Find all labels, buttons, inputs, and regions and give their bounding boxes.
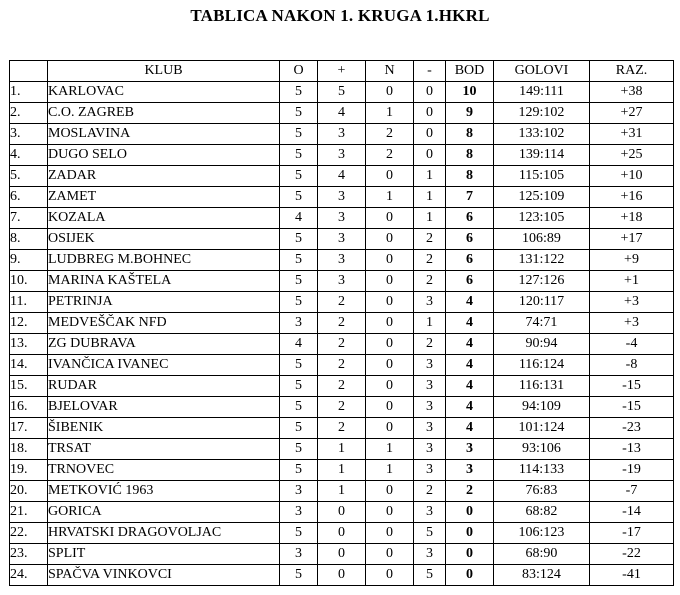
cell-difference: +31 xyxy=(590,124,674,145)
cell-goals: 83:124 xyxy=(494,565,590,586)
cell-points: 6 xyxy=(446,250,494,271)
cell-points: 6 xyxy=(446,208,494,229)
cell-difference: -14 xyxy=(590,502,674,523)
cell-losses: 2 xyxy=(414,229,446,250)
cell-goals: 68:82 xyxy=(494,502,590,523)
cell-draws: 0 xyxy=(366,82,414,103)
cell-position: 12. xyxy=(10,313,48,334)
cell-draws: 0 xyxy=(366,523,414,544)
cell-draws: 1 xyxy=(366,460,414,481)
cell-points: 0 xyxy=(446,544,494,565)
cell-points: 7 xyxy=(446,187,494,208)
cell-position: 18. xyxy=(10,439,48,460)
cell-wins: 0 xyxy=(318,502,366,523)
cell-club: GORICA xyxy=(48,502,280,523)
cell-wins: 0 xyxy=(318,544,366,565)
cell-club: MOSLAVINA xyxy=(48,124,280,145)
cell-club: C.O. ZAGREB xyxy=(48,103,280,124)
cell-difference: -4 xyxy=(590,334,674,355)
cell-losses: 3 xyxy=(414,355,446,376)
cell-draws: 0 xyxy=(366,376,414,397)
cell-played: 5 xyxy=(280,229,318,250)
table-row xyxy=(10,397,674,418)
cell-wins: 3 xyxy=(318,229,366,250)
cell-points: 4 xyxy=(446,418,494,439)
cell-difference: -15 xyxy=(590,397,674,418)
cell-losses: 1 xyxy=(414,208,446,229)
cell-played: 5 xyxy=(280,292,318,313)
cell-points: 4 xyxy=(446,397,494,418)
cell-draws: 2 xyxy=(366,124,414,145)
cell-losses: 2 xyxy=(414,481,446,502)
cell-losses: 5 xyxy=(414,565,446,586)
cell-played: 5 xyxy=(280,565,318,586)
table-row xyxy=(10,292,674,313)
cell-position: 21. xyxy=(10,502,48,523)
cell-goals: 74:71 xyxy=(494,313,590,334)
cell-points: 0 xyxy=(446,502,494,523)
cell-points: 6 xyxy=(446,229,494,250)
cell-position: 15. xyxy=(10,376,48,397)
cell-losses: 2 xyxy=(414,250,446,271)
table-row xyxy=(10,313,674,334)
table-row xyxy=(10,376,674,397)
cell-draws: 0 xyxy=(366,208,414,229)
cell-club: METKOVIĆ 1963 xyxy=(48,481,280,502)
cell-points: 8 xyxy=(446,166,494,187)
header-losses: - xyxy=(414,61,446,82)
cell-losses: 0 xyxy=(414,103,446,124)
cell-played: 5 xyxy=(280,271,318,292)
cell-draws: 1 xyxy=(366,103,414,124)
cell-wins: 5 xyxy=(318,82,366,103)
cell-position: 8. xyxy=(10,229,48,250)
cell-draws: 0 xyxy=(366,355,414,376)
cell-club: IVANČICA IVANEC xyxy=(48,355,280,376)
cell-position: 10. xyxy=(10,271,48,292)
page-title: TABLICA NAKON 1. KRUGA 1.HKRL xyxy=(190,6,490,25)
cell-club: HRVATSKI DRAGOVOLJAC xyxy=(48,523,280,544)
cell-played: 5 xyxy=(280,460,318,481)
cell-difference: -22 xyxy=(590,544,674,565)
cell-draws: 0 xyxy=(366,229,414,250)
cell-club: ZG DUBRAVA xyxy=(48,334,280,355)
cell-draws: 0 xyxy=(366,565,414,586)
cell-position: 3. xyxy=(10,124,48,145)
table-row xyxy=(10,544,674,565)
cell-points: 9 xyxy=(446,103,494,124)
cell-position: 17. xyxy=(10,418,48,439)
cell-goals: 116:131 xyxy=(494,376,590,397)
cell-losses: 1 xyxy=(414,187,446,208)
cell-club: OSIJEK xyxy=(48,229,280,250)
cell-position: 1. xyxy=(10,82,48,103)
cell-played: 4 xyxy=(280,334,318,355)
cell-wins: 1 xyxy=(318,460,366,481)
cell-losses: 3 xyxy=(414,439,446,460)
cell-draws: 0 xyxy=(366,271,414,292)
table-row xyxy=(10,82,674,103)
cell-draws: 0 xyxy=(366,418,414,439)
cell-club: ZAMET xyxy=(48,187,280,208)
cell-draws: 2 xyxy=(366,145,414,166)
table-row xyxy=(10,481,674,502)
cell-wins: 1 xyxy=(318,481,366,502)
cell-wins: 0 xyxy=(318,565,366,586)
cell-played: 5 xyxy=(280,145,318,166)
cell-club: SPAČVA VINKOVCI xyxy=(48,565,280,586)
cell-points: 8 xyxy=(446,145,494,166)
cell-position: 19. xyxy=(10,460,48,481)
table-row xyxy=(10,502,674,523)
cell-difference: -23 xyxy=(590,418,674,439)
cell-draws: 0 xyxy=(366,334,414,355)
cell-difference: +3 xyxy=(590,292,674,313)
cell-goals: 125:109 xyxy=(494,187,590,208)
cell-difference: -17 xyxy=(590,523,674,544)
cell-club: TRNOVEC xyxy=(48,460,280,481)
cell-position: 24. xyxy=(10,565,48,586)
cell-points: 0 xyxy=(446,523,494,544)
cell-draws: 0 xyxy=(366,502,414,523)
cell-club: ŠIBENIK xyxy=(48,418,280,439)
table-row xyxy=(10,523,674,544)
cell-losses: 3 xyxy=(414,376,446,397)
cell-points: 10 xyxy=(446,82,494,103)
cell-goals: 94:109 xyxy=(494,397,590,418)
cell-played: 5 xyxy=(280,124,318,145)
cell-points: 8 xyxy=(446,124,494,145)
table-row xyxy=(10,460,674,481)
cell-difference: +10 xyxy=(590,166,674,187)
standings-table xyxy=(9,60,674,586)
cell-club: ZADAR xyxy=(48,166,280,187)
table-row xyxy=(10,439,674,460)
header-position xyxy=(10,61,48,82)
cell-losses: 3 xyxy=(414,460,446,481)
cell-difference: -19 xyxy=(590,460,674,481)
cell-wins: 2 xyxy=(318,313,366,334)
cell-club: MEDVEŠČAK NFD xyxy=(48,313,280,334)
cell-played: 3 xyxy=(280,481,318,502)
cell-goals: 116:124 xyxy=(494,355,590,376)
cell-club: PETRINJA xyxy=(48,292,280,313)
cell-played: 5 xyxy=(280,397,318,418)
cell-club: DUGO SELO xyxy=(48,145,280,166)
cell-wins: 4 xyxy=(318,166,366,187)
cell-points: 0 xyxy=(446,565,494,586)
cell-points: 4 xyxy=(446,355,494,376)
table-row xyxy=(10,145,674,166)
cell-difference: -8 xyxy=(590,355,674,376)
cell-wins: 0 xyxy=(318,523,366,544)
table-row xyxy=(10,250,674,271)
cell-draws: 0 xyxy=(366,481,414,502)
cell-club: BJELOVAR xyxy=(48,397,280,418)
cell-wins: 3 xyxy=(318,187,366,208)
cell-position: 6. xyxy=(10,187,48,208)
cell-wins: 3 xyxy=(318,208,366,229)
cell-difference: +3 xyxy=(590,313,674,334)
cell-losses: 3 xyxy=(414,292,446,313)
cell-losses: 3 xyxy=(414,544,446,565)
cell-goals: 133:102 xyxy=(494,124,590,145)
cell-difference: -7 xyxy=(590,481,674,502)
cell-wins: 2 xyxy=(318,397,366,418)
cell-played: 5 xyxy=(280,439,318,460)
cell-losses: 2 xyxy=(414,334,446,355)
cell-difference: -13 xyxy=(590,439,674,460)
cell-goals: 101:124 xyxy=(494,418,590,439)
cell-draws: 1 xyxy=(366,439,414,460)
table-row xyxy=(10,355,674,376)
table-row xyxy=(10,334,674,355)
cell-losses: 3 xyxy=(414,397,446,418)
header-goals: GOLOVI xyxy=(494,61,590,82)
cell-played: 3 xyxy=(280,313,318,334)
table-row xyxy=(10,187,674,208)
cell-wins: 2 xyxy=(318,418,366,439)
header-wins: + xyxy=(318,61,366,82)
cell-played: 5 xyxy=(280,103,318,124)
table-row xyxy=(10,229,674,250)
cell-goals: 106:123 xyxy=(494,523,590,544)
cell-goals: 76:83 xyxy=(494,481,590,502)
header-difference: RAZ. xyxy=(590,61,674,82)
cell-losses: 1 xyxy=(414,313,446,334)
cell-goals: 149:111 xyxy=(494,82,590,103)
cell-wins: 2 xyxy=(318,292,366,313)
cell-position: 5. xyxy=(10,166,48,187)
header-points: BOD xyxy=(446,61,494,82)
cell-difference: +18 xyxy=(590,208,674,229)
header-club: KLUB xyxy=(48,61,280,82)
cell-goals: 127:126 xyxy=(494,271,590,292)
cell-draws: 0 xyxy=(366,397,414,418)
header-played: O xyxy=(280,61,318,82)
header-row xyxy=(10,61,674,82)
cell-losses: 1 xyxy=(414,166,446,187)
table-row xyxy=(10,124,674,145)
cell-difference: +16 xyxy=(590,187,674,208)
cell-difference: +25 xyxy=(590,145,674,166)
cell-played: 5 xyxy=(280,250,318,271)
cell-position: 20. xyxy=(10,481,48,502)
cell-club: KARLOVAC xyxy=(48,82,280,103)
cell-position: 14. xyxy=(10,355,48,376)
table-row xyxy=(10,418,674,439)
cell-position: 4. xyxy=(10,145,48,166)
cell-difference: +38 xyxy=(590,82,674,103)
cell-club: SPLIT xyxy=(48,544,280,565)
cell-draws: 0 xyxy=(366,292,414,313)
cell-position: 13. xyxy=(10,334,48,355)
cell-draws: 0 xyxy=(366,166,414,187)
cell-goals: 93:106 xyxy=(494,439,590,460)
cell-wins: 2 xyxy=(318,376,366,397)
cell-goals: 139:114 xyxy=(494,145,590,166)
cell-draws: 1 xyxy=(366,187,414,208)
cell-losses: 3 xyxy=(414,418,446,439)
cell-points: 3 xyxy=(446,439,494,460)
cell-club: TRSAT xyxy=(48,439,280,460)
cell-played: 5 xyxy=(280,82,318,103)
cell-difference: -15 xyxy=(590,376,674,397)
cell-losses: 0 xyxy=(414,145,446,166)
cell-goals: 106:89 xyxy=(494,229,590,250)
cell-points: 3 xyxy=(446,460,494,481)
table-row xyxy=(10,271,674,292)
cell-difference: +1 xyxy=(590,271,674,292)
table-row xyxy=(10,208,674,229)
cell-losses: 3 xyxy=(414,502,446,523)
cell-draws: 0 xyxy=(366,544,414,565)
table-row xyxy=(10,565,674,586)
cell-position: 23. xyxy=(10,544,48,565)
cell-wins: 4 xyxy=(318,103,366,124)
cell-played: 3 xyxy=(280,544,318,565)
cell-difference: -41 xyxy=(590,565,674,586)
cell-points: 4 xyxy=(446,376,494,397)
cell-wins: 2 xyxy=(318,334,366,355)
cell-played: 5 xyxy=(280,376,318,397)
cell-wins: 1 xyxy=(318,439,366,460)
cell-difference: +9 xyxy=(590,250,674,271)
cell-goals: 90:94 xyxy=(494,334,590,355)
cell-goals: 68:90 xyxy=(494,544,590,565)
cell-wins: 2 xyxy=(318,355,366,376)
cell-club: MARINA KAŠTELA xyxy=(48,271,280,292)
cell-difference: +27 xyxy=(590,103,674,124)
cell-club: RUDAR xyxy=(48,376,280,397)
cell-position: 9. xyxy=(10,250,48,271)
cell-wins: 3 xyxy=(318,250,366,271)
cell-points: 4 xyxy=(446,313,494,334)
cell-played: 3 xyxy=(280,502,318,523)
cell-position: 22. xyxy=(10,523,48,544)
cell-losses: 0 xyxy=(414,82,446,103)
cell-goals: 120:117 xyxy=(494,292,590,313)
cell-position: 16. xyxy=(10,397,48,418)
cell-position: 11. xyxy=(10,292,48,313)
cell-goals: 123:105 xyxy=(494,208,590,229)
cell-losses: 0 xyxy=(414,124,446,145)
cell-draws: 0 xyxy=(366,250,414,271)
header-draws: N xyxy=(366,61,414,82)
cell-goals: 129:102 xyxy=(494,103,590,124)
cell-points: 6 xyxy=(446,271,494,292)
cell-played: 5 xyxy=(280,166,318,187)
cell-goals: 131:122 xyxy=(494,250,590,271)
cell-played: 5 xyxy=(280,187,318,208)
cell-points: 4 xyxy=(446,334,494,355)
cell-difference: +17 xyxy=(590,229,674,250)
cell-losses: 2 xyxy=(414,271,446,292)
cell-played: 5 xyxy=(280,523,318,544)
cell-goals: 115:105 xyxy=(494,166,590,187)
cell-club: LUDBREG M.BOHNEC xyxy=(48,250,280,271)
cell-position: 7. xyxy=(10,208,48,229)
cell-played: 5 xyxy=(280,418,318,439)
cell-losses: 5 xyxy=(414,523,446,544)
cell-wins: 3 xyxy=(318,124,366,145)
cell-position: 2. xyxy=(10,103,48,124)
cell-wins: 3 xyxy=(318,271,366,292)
cell-wins: 3 xyxy=(318,145,366,166)
cell-points: 4 xyxy=(446,292,494,313)
cell-played: 5 xyxy=(280,355,318,376)
cell-club: KOZALA xyxy=(48,208,280,229)
table-row xyxy=(10,166,674,187)
cell-draws: 0 xyxy=(366,313,414,334)
cell-points: 2 xyxy=(446,481,494,502)
cell-goals: 114:133 xyxy=(494,460,590,481)
cell-played: 4 xyxy=(280,208,318,229)
table-row xyxy=(10,103,674,124)
